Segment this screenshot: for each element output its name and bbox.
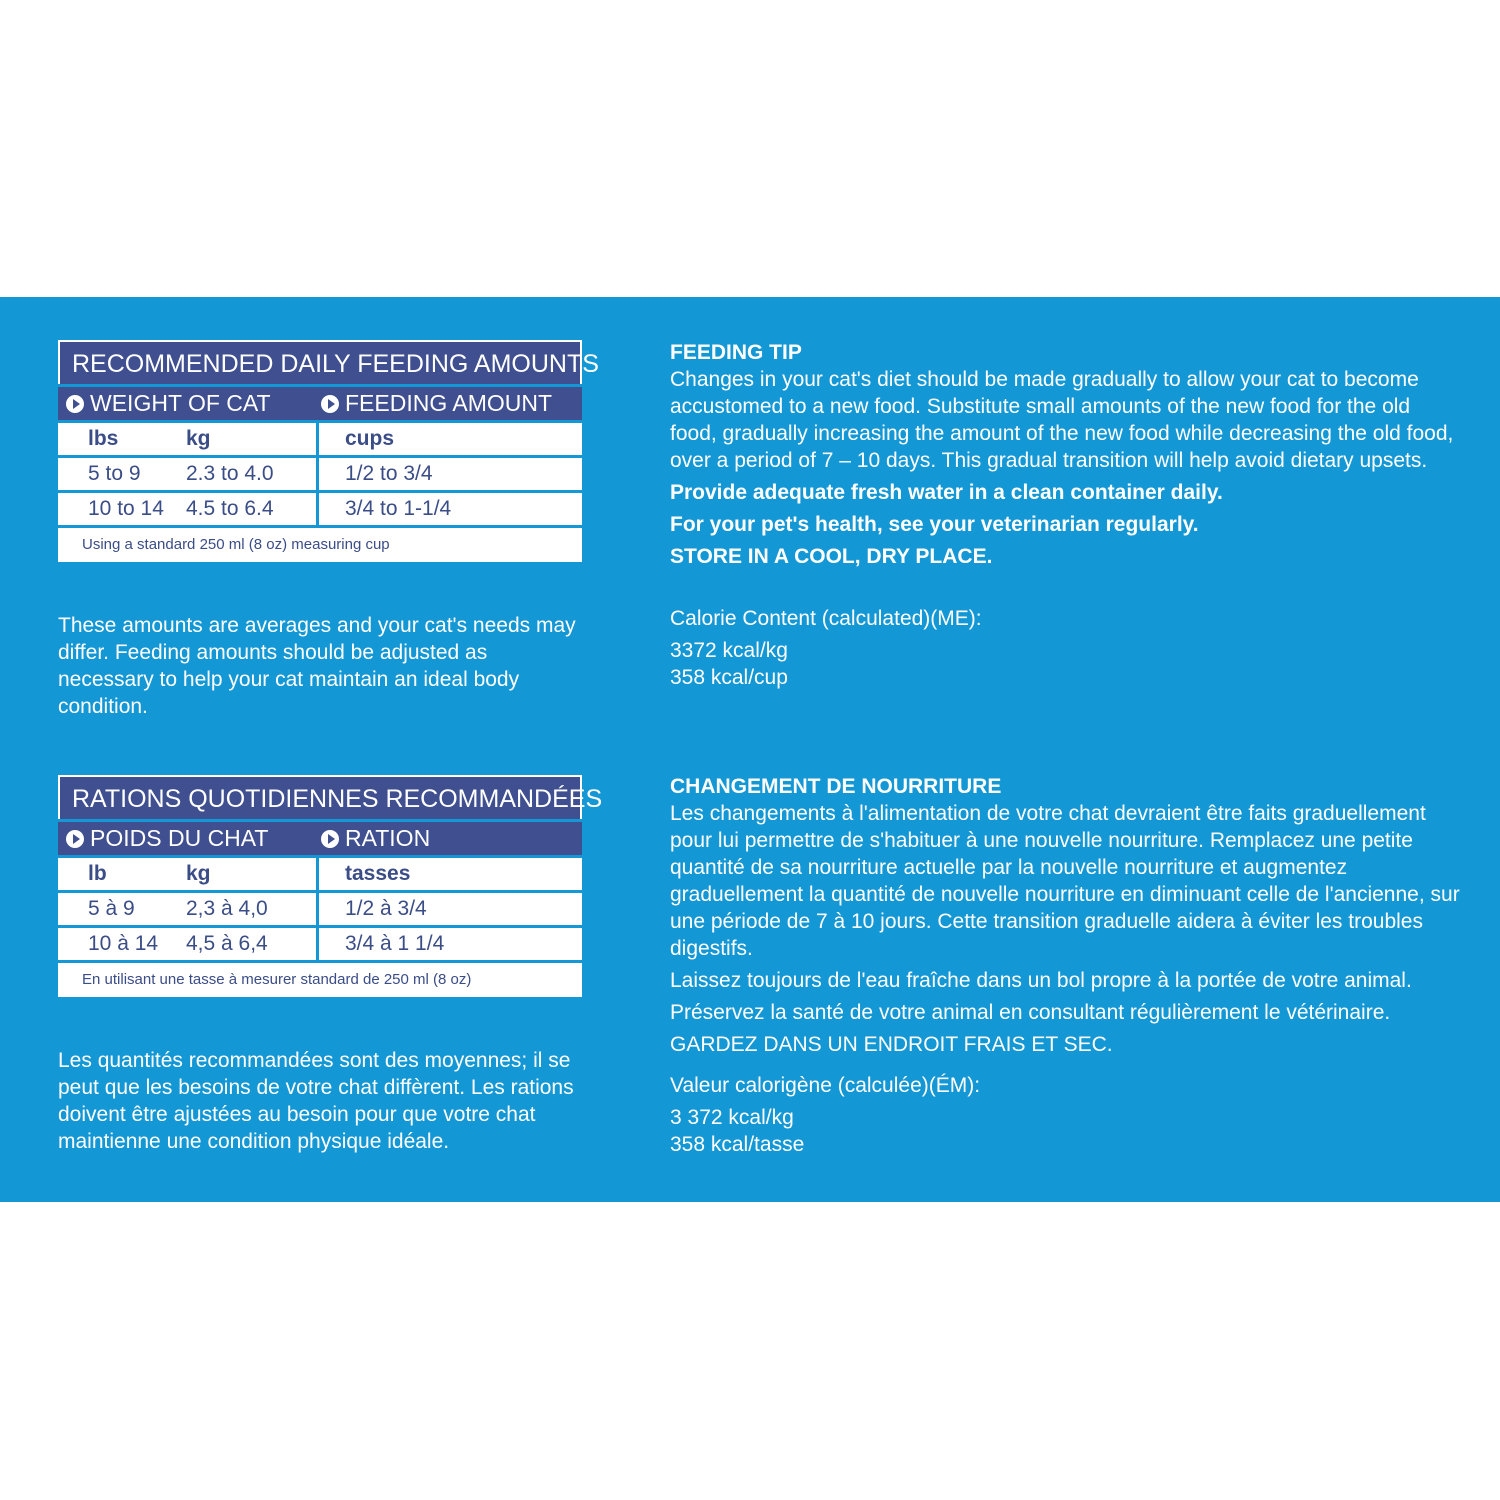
storage-advice-fr: GARDEZ DANS UN ENDROIT FRAIS ET SEC. — [670, 1033, 1113, 1056]
calorie-label-fr: Valeur calorigène (calculée)(ÉM): — [670, 1074, 981, 1097]
changement-block — [670, 773, 1460, 1058]
changement-body: Les changements à l'alimentation de votre chat devraient être faits graduellement pour lui permettre de s'habituer à une nouvelle nourriture. Remplacez une petite quantité de sa nourriture actuelle par la nouvelle nourriture et augmentez graduellement la quantité de nouvelle nourriture en diminuant celle de l'ancienne, sur une période de 7 à 10 jours. Cette transition graduelle aidera à éviter les troubles digestifs. — [670, 802, 1460, 960]
measuring-cup-note-row — [58, 525, 582, 562]
column-divider — [316, 893, 319, 925]
vet-advice-fr: Préservez la santé de votre animal en consultant régulièrement le vétérinaire. — [670, 1001, 1391, 1024]
column-divider — [316, 928, 319, 960]
column-divider — [316, 458, 319, 490]
column-divider — [316, 858, 319, 890]
english-table-subheader — [58, 384, 582, 420]
table-row — [58, 890, 582, 925]
english-feeding-note: These amounts are averages and your cat's needs may differ. Feeding amounts should be adjusted as necessary to help your cat maintain an ideal body condition. — [58, 614, 576, 718]
units-row — [58, 420, 582, 455]
column-divider — [316, 423, 319, 455]
vet-advice: For your pet's health, see your veterinarian regularly. — [670, 513, 1199, 536]
feeding-tip-block — [670, 339, 1460, 570]
feeding-panel — [0, 297, 1500, 1202]
calorie-per-kg: 3372 kcal/kg — [670, 639, 788, 662]
feeding-tip-heading: FEEDING TIP — [670, 341, 802, 364]
table-row — [58, 925, 582, 960]
unit-kg: kg — [186, 427, 211, 450]
french-table-subheader — [58, 819, 582, 855]
row-kg: 4.5 to 6.4 — [186, 497, 274, 520]
weight-header: WEIGHT OF CAT — [66, 387, 271, 420]
measuring-cup-note: En utilisant une tasse à mesurer standard de 250 ml (8 oz) — [82, 971, 472, 988]
calorie-per-cup: 358 kcal/cup — [670, 666, 788, 689]
row-kg: 2,3 à 4,0 — [186, 897, 268, 920]
calorie-content-en — [670, 605, 1460, 691]
french-table-title: RATIONS QUOTIDIENNES RECOMMANDÉES — [58, 775, 582, 819]
amount-header: FEEDING AMOUNT — [321, 387, 552, 420]
changement-heading: CHANGEMENT DE NOURRITURE — [670, 775, 1002, 798]
play-arrow-icon — [66, 830, 84, 848]
unit-tasses: tasses — [345, 862, 411, 885]
row-lb: 10 à 14 — [88, 932, 159, 955]
row-cups: 1/2 to 3/4 — [345, 462, 433, 485]
calorie-label: Calorie Content (calculated)(ME): — [670, 607, 982, 630]
unit-lb: lb — [88, 862, 107, 885]
units-row — [58, 855, 582, 890]
french-feeding-table — [58, 775, 603, 997]
row-kg: 2.3 to 4.0 — [186, 462, 274, 485]
row-kg: 4,5 à 6,4 — [186, 932, 268, 955]
play-arrow-icon — [321, 395, 339, 413]
table-row — [58, 490, 582, 525]
play-arrow-icon — [321, 830, 339, 848]
water-advice-fr: Laissez toujours de l'eau fraîche dans un bol propre à la portée de votre animal. — [670, 969, 1412, 992]
calorie-per-cup-fr: 358 kcal/tasse — [670, 1133, 805, 1156]
column-divider — [316, 493, 319, 525]
ration-header: RATION — [321, 822, 430, 855]
calorie-content-fr — [670, 1072, 1460, 1158]
storage-advice: STORE IN A COOL, DRY PLACE. — [670, 545, 993, 568]
measuring-cup-note: Using a standard 250 ml (8 oz) measuring cup — [82, 536, 390, 553]
row-lbs: 5 to 9 — [88, 462, 141, 485]
row-lbs: 10 to 14 — [88, 497, 164, 520]
row-tasses: 3/4 à 1 1/4 — [345, 932, 445, 955]
feeding-tip-body: Changes in your cat's diet should be made gradually to allow your cat to become accustomed to a new food. Substitute small amounts of the new food for the old food, gradually increasing the amount of the new food while decreasing the old food, over a period of 7 – 10 days. This gradual transition will help avoid dietary upsets. — [670, 368, 1454, 472]
english-feeding-table — [58, 340, 599, 562]
table-row — [58, 455, 582, 490]
measuring-cup-note-row — [58, 960, 582, 997]
row-tasses: 1/2 à 3/4 — [345, 897, 427, 920]
english-table-title: RECOMMENDED DAILY FEEDING AMOUNTS — [58, 340, 582, 384]
poids-header: POIDS DU CHAT — [66, 822, 268, 855]
unit-lbs: lbs — [88, 427, 119, 450]
row-cups: 3/4 to 1-1/4 — [345, 497, 452, 520]
water-advice: Provide adequate fresh water in a clean container daily. — [670, 481, 1223, 504]
calorie-per-kg-fr: 3 372 kcal/kg — [670, 1106, 794, 1129]
unit-cups: cups — [345, 427, 395, 450]
play-arrow-icon — [66, 395, 84, 413]
unit-kg: kg — [186, 862, 211, 885]
row-lb: 5 à 9 — [88, 897, 135, 920]
french-feeding-note: Les quantités recommandées sont des moyennes; il se peut que les besoins de votre chat diffèrent. Les rations doivent être ajustées au besoin pour que votre chat maintienne une condition physique idéale. — [58, 1049, 574, 1153]
